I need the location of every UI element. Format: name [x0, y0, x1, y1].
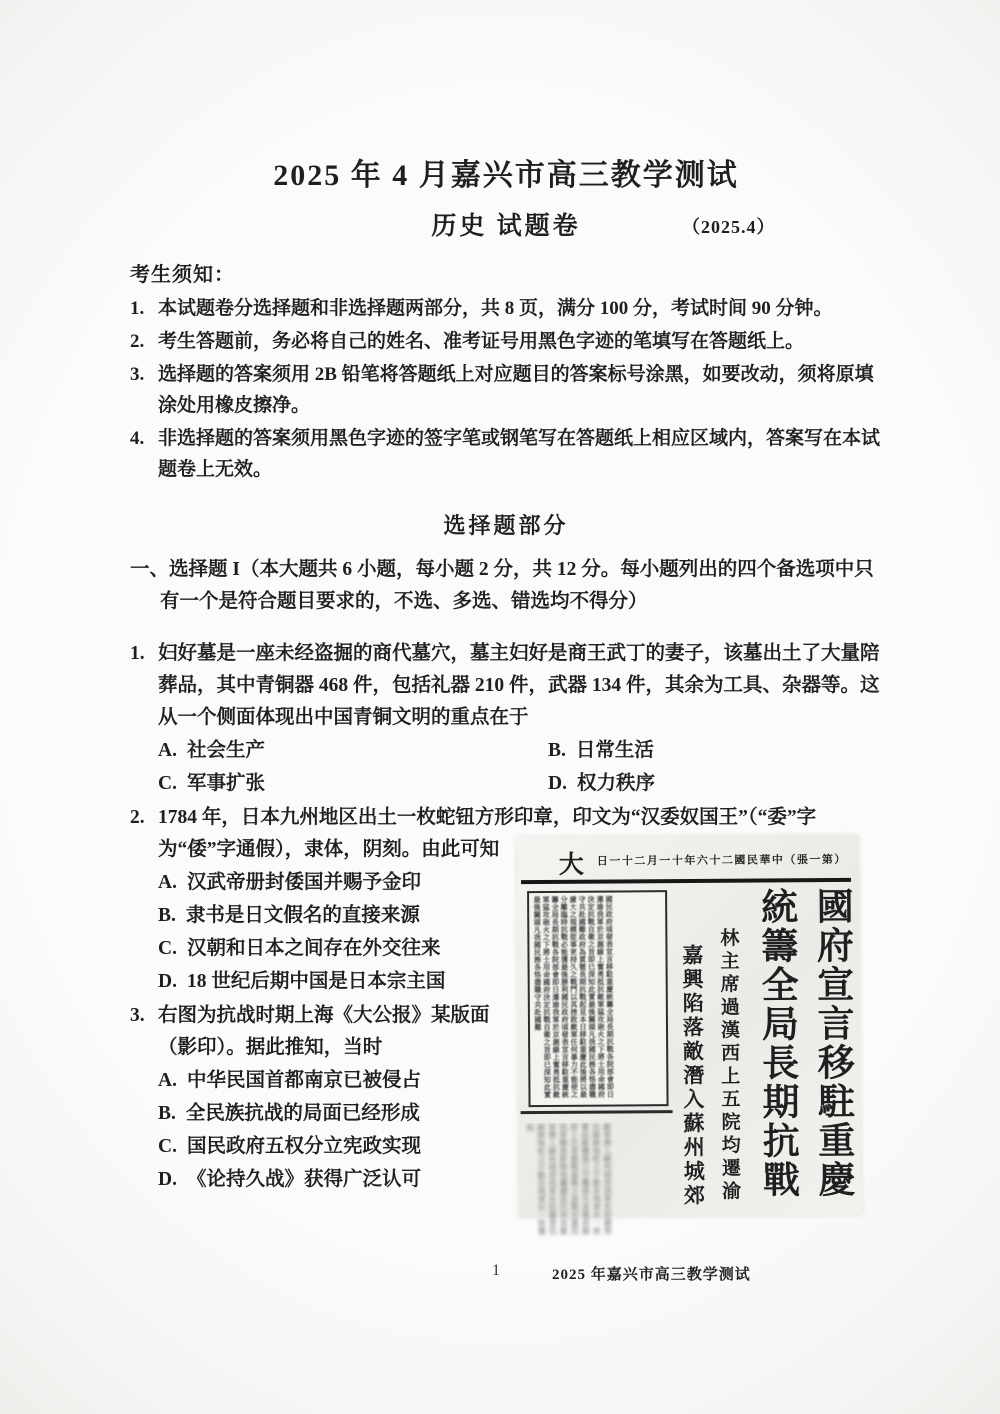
page-title: 2025 年 4 月嘉兴市高三教学测试 — [273, 159, 739, 192]
question-1 — [130, 638, 882, 800]
option-2D-label: D. — [158, 970, 177, 992]
option-1A-text: 社会生产 — [186, 739, 265, 761]
subtitle-row — [130, 206, 882, 244]
option-2B-label: B. — [158, 904, 176, 926]
notice-item-number: 2. — [130, 331, 145, 352]
notice-item — [130, 293, 882, 324]
option-1C — [158, 767, 548, 800]
option-2C-text: 汉朝和日本之间存在外交往来 — [186, 937, 441, 959]
newspaper-header — [517, 835, 859, 881]
newspaper-dateline: 日一十二月一十年六十二國民華中（張一第） — [596, 853, 847, 868]
newspaper-headline-main-1: 國府宣言移駐重慶 — [810, 886, 854, 1200]
question-1-number: 1. — [130, 642, 145, 664]
notice-item-number: 3. — [130, 364, 145, 385]
notice-item-text: 考生答题前，务必将自己的姓名、准考证号用黑色字迹的笔填写在答题纸上。 — [158, 331, 805, 352]
newspaper-article-box — [527, 890, 669, 1107]
option-3A-text: 中华民国首都南京已被侵占 — [186, 1069, 421, 1091]
option-1B — [548, 734, 882, 767]
newspaper-headline-main-2: 統籌全局長期抗戰 — [754, 887, 798, 1200]
part1-instructions — [130, 554, 882, 618]
question-3-stem: 右图为抗战时期上海《大公报》某版面（影印）。据此推知，当时 — [158, 1004, 490, 1058]
option-2B-text: 隶书是日文假名的直接来源 — [185, 904, 420, 926]
notice-list — [130, 293, 882, 485]
footer-page-number: 1 — [492, 1262, 500, 1279]
question-2-number: 2. — [130, 806, 145, 828]
paper-subtitle: 历史 试题卷 — [431, 213, 581, 240]
newspaper-headline-sub-2: 嘉興陷落敵潛入蘇州城郊 — [679, 943, 706, 1209]
option-2A-label: A. — [158, 871, 177, 893]
newspaper-body — [517, 886, 861, 1236]
option-3C-label: C. — [158, 1135, 177, 1157]
part1-description: （本大题共 6 小题，每小题 2 分，共 12 分。每小题列出的四个备选项中只有一个是符合题目要求的，不选、多选、错选均不得分） — [160, 559, 874, 612]
newspaper-masthead: 大 — [558, 851, 584, 879]
notice-item-text: 非选择题的答案须用黑色字迹的签字笔或钢笔写在答题纸上相应区域内，答案写在本试题卷上无效。 — [158, 428, 881, 480]
notice-item — [130, 326, 882, 357]
option-1A — [158, 734, 548, 767]
notice-item-number: 4. — [130, 428, 145, 449]
option-1D — [548, 767, 882, 800]
option-3A-label: A. — [158, 1069, 177, 1091]
option-3C — [158, 1130, 490, 1163]
option-1D-text: 权力秩序 — [576, 772, 655, 794]
notice-heading: 考生须知： — [130, 264, 235, 286]
edition-note: （2025.4） — [682, 217, 776, 237]
notice-item — [130, 359, 882, 421]
newspaper-clipping-image — [517, 835, 862, 1236]
option-3D-text: 《论持久战》获得广泛认可 — [186, 1168, 421, 1190]
notice-item — [130, 423, 882, 485]
option-1B-text: 日常生活 — [575, 739, 654, 761]
newspaper-article-text: 國民政府頃發表宣言移駐重慶統籌全局長期抗戰各院部會即日遷渝我軍於京滬線上奮勇抵抗敵軍猛攻砲火之下將士用命國府決定抗戰自衛之旨即已深知此實最後關頭凡我國民務各恪盡職守共赴國難政府為貫徹長期抗戰起見本日移駐重慶此後將以最廣大之規模從事更持久之戰鬥以其挫敗敵軍任何暴力不能使之分離臨時抗戰必能獲最後勝利國民政府頃發表宣言移駐重慶統籌全局長期抗戰各院部會即日遷渝我軍於京滬線上奮勇抵抗敵軍猛攻砲火之下將士用命國府決定抗戰自衛之旨即已深知此實最後關頭凡我國民務各恪盡職守共赴國難 — [533, 895, 615, 1099]
option-3B-label: B. — [158, 1102, 176, 1124]
option-3C-text: 国民政府五权分立宪政实现 — [186, 1135, 421, 1157]
option-3B-text: 全民族抗战的局面已经形成 — [185, 1102, 420, 1124]
part1-label: 一、选择题 I — [130, 559, 240, 580]
question-1-body — [158, 638, 882, 800]
question-1-options — [158, 734, 882, 800]
option-2A-text: 汉武帝册封倭国并赐予金印 — [186, 871, 421, 893]
question-3-number: 3. — [130, 1004, 145, 1026]
option-1D-label: D. — [548, 772, 567, 794]
question-1-stem: 妇好墓是一座未经盗掘的商代墓穴，墓主妇好是商王武丁的妻子，该墓出土了大量陪葬品，其中青铜器 468 件，包括礼器 210 件，武器 134 件，其余为工具、杂器等。这从一个侧面体现出中国青铜文明的重点在于 — [158, 642, 880, 728]
notice-item-text: 本试题卷分选择题和非选择题两部分，共 8 页，满分 100 分，考试时间 90 分钟。 — [158, 298, 833, 319]
newspaper-headlines — [675, 887, 853, 1224]
newspaper-photo-region — [525, 1122, 676, 1241]
newspaper-headline-sub-1: 林主席過漢西上五院均遷渝 — [717, 927, 741, 1204]
question-3-body — [158, 1000, 490, 1196]
section-heading: 选择题部分 — [443, 513, 569, 538]
option-1C-text: 军事扩张 — [186, 772, 265, 794]
option-1C-label: C. — [158, 772, 177, 794]
footer-title: 2025 年嘉兴市高三教学测试 — [552, 1267, 751, 1283]
newspaper-photo-blur-text: 敵軍潛入蘇州城郊我軍布防嚴密沿線陣地屹立不動各地軍民一致奮起敵機連日空襲損失甚微前線將士沉著應戰嘉興方面戰況激烈我軍轉進新陣地繼續抵抗到底敵軍潛入蘇州城郊我軍布防嚴密沿線陣地屹立不動各地軍民一致奮起 — [525, 1122, 613, 1236]
option-1B-label: B. — [548, 739, 566, 761]
option-2D-text: 18 世纪后期中国是日本宗主国 — [186, 970, 446, 992]
option-3D-label: D. — [158, 1168, 177, 1190]
option-3A — [158, 1064, 490, 1097]
option-3D — [158, 1163, 490, 1196]
notice-item-text: 选择题的答案须用 2B 铅笔将答题纸上对应题目的答案标号涂黑，如要改动，须将原填涂处用橡皮擦净。 — [158, 364, 874, 416]
notice-item-number: 1. — [130, 298, 145, 319]
option-3B — [158, 1097, 490, 1130]
question-2-stem: 1784 年，日本九州地区出土一枚蛇钮方形印章，印文为“汉委奴国王”（“委”字为“倭”字通假），隶体，阴刻。由此可知 — [158, 806, 817, 860]
option-2C-label: C. — [158, 937, 177, 959]
option-1A-label: A. — [158, 739, 177, 761]
newspaper-divider — [521, 1110, 673, 1114]
